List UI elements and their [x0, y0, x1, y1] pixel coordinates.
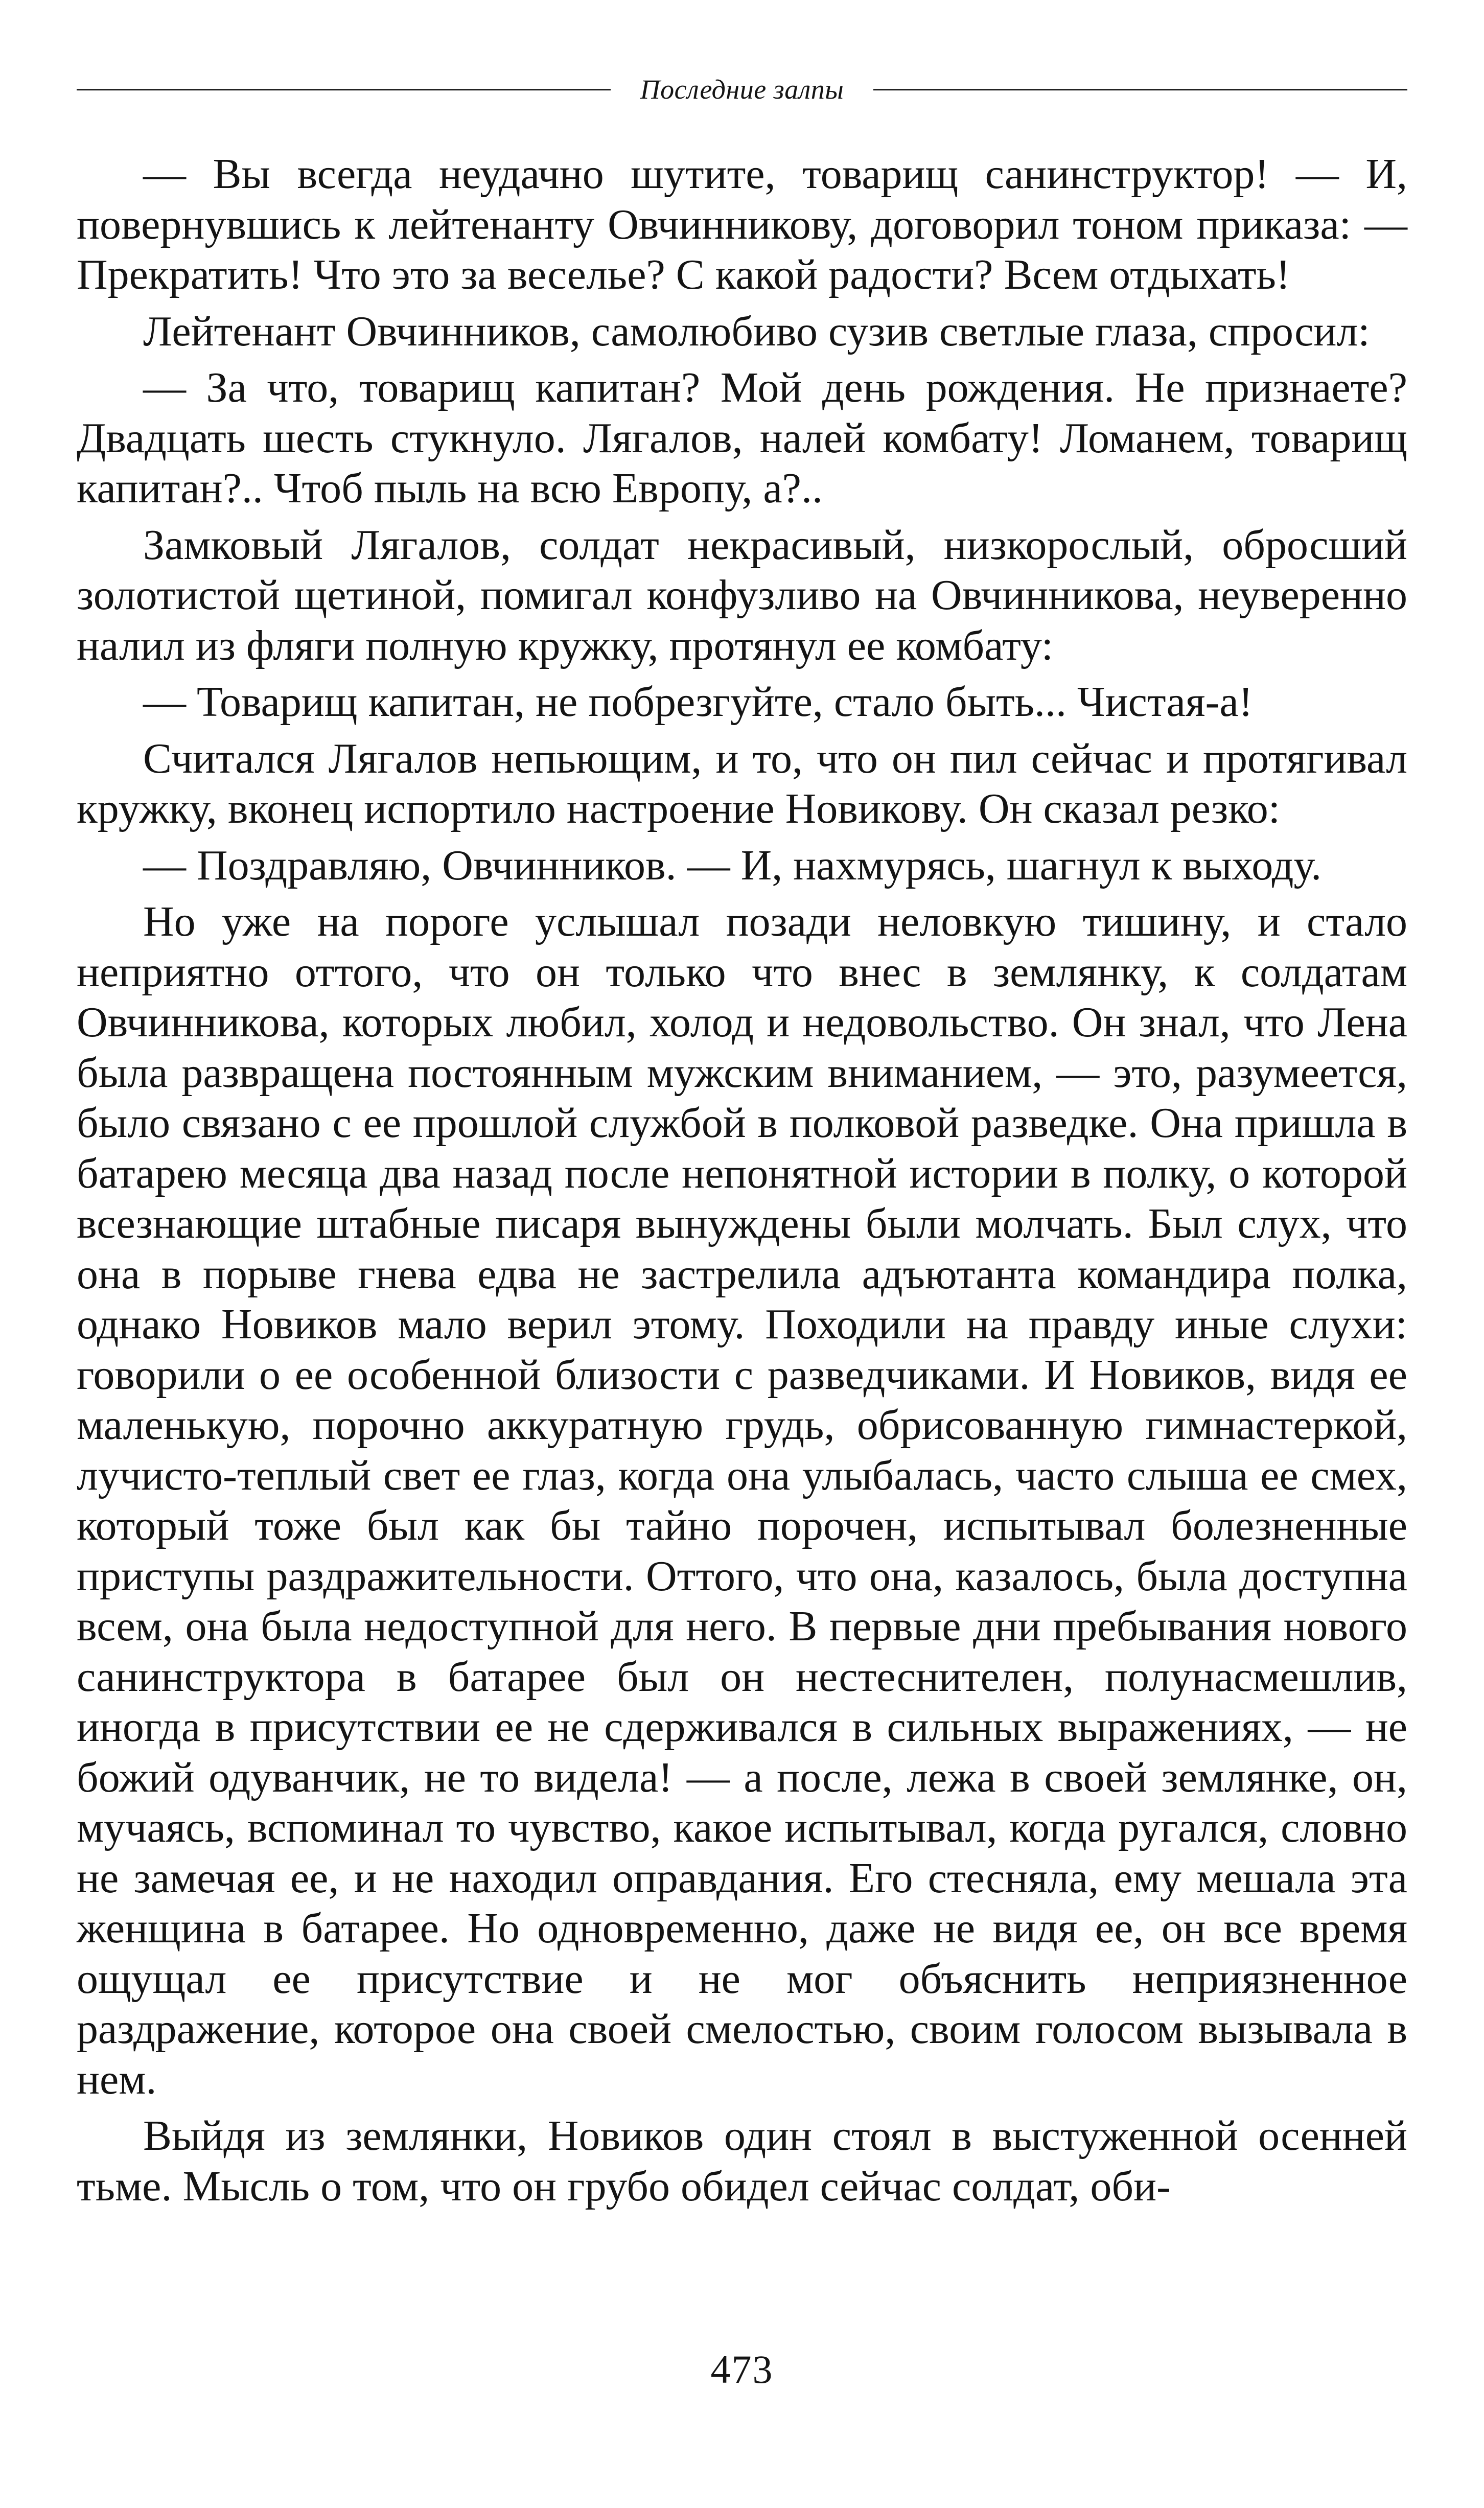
- running-head-rule-left: [77, 89, 611, 90]
- running-head-title: Последние залпы: [640, 74, 844, 105]
- paragraph: Считался Лягалов непьющим, и то, что он пил сейчас и протягивал кружку, вконец испортило настроение Новикову. Он сказал резко:: [77, 734, 1407, 832]
- paragraph: — Вы всегда неудачно шутите, товарищ санинструктор! — И, повернувшись к лейтенанту Овчинникову, договорил тоном приказа: — Прекратить! Что это за веселье? С какой радости? Всем отдыхать!: [77, 150, 1407, 298]
- paragraph: — За что, товарищ капитан? Мой день рождения. Не признаете? Двадцать шесть стукнуло. Лягалов, налей комбату! Ломанем, товарищ капитан?.. Чтоб пыль на всю Европу, а?..: [77, 364, 1407, 512]
- body-text: [77, 149, 1407, 2218]
- running-head: [77, 72, 1407, 107]
- paragraph: Но уже на пороге услышал позади неловкую тишину, и стало неприятно оттого, что он только что внес в землянку, к солдатам Овчинникова, которых любил, холод и недовольство. Он знал, что Лена была развращена постоянным мужским вниманием, — это, разумеется, было связано с ее прошлой службой в полковой разведке. Она пришла в батарею месяца два назад после непонятной истории в полку, о которой всезнающие штабные писаря вынуждены были молчать. Был слух, что она в порыве гнева едва не застрелила адъютанта командира полка, однако Новиков мало верил этому. Походили на правду иные слухи: говорили о ее особенной близости с разведчиками. И Новиков, видя ее маленькую, порочно аккуратную грудь, обрисованную гимнастеркой, лучисто-теплый свет ее глаз, когда она улыбалась, часто слыша ее смех, который тоже был как бы тайно порочен, испытывал болезненные приступы раздражительности. Оттого, что она, казалось, была доступна всем, она была недоступной для него. В первые дни пребывания нового санинструктора в батарее был он нестеснителен, полунасмешлив, иногда в присутствии ее не сдерживался в сильных выражениях, — не божий одуванчик, не то видела! — а после, лежа в своей землянке, он, мучаясь, вспоминал то чувство, какое испытывал, когда ругался, словно не замечая ее, и не находил оправдания. Его стесняла, ему мешала эта женщина в батарее. Но одновременно, даже не видя ее, он все время ощущал ее присутствие и не мог объяснить неприязненное раздражение, которое она своей смелостью, своим голосом вызывала в нем.: [77, 898, 1407, 2103]
- paragraph: — Поздравляю, Овчинников. — И, нахмурясь, шагнул к выходу.: [143, 841, 1322, 889]
- paragraph: Замковый Лягалов, солдат некрасивый, низкорослый, обросший золотистой щетиной, помигал конфузливо на Овчинникова, неуверенно налил из фляги полную кружку, протянул ее комбату:: [77, 521, 1407, 669]
- paragraph: Выйдя из землянки, Новиков один стоял в выстуженной осенней тьме. Мысль о том, что он грубо обидел сейчас солдат, оби-: [77, 2112, 1407, 2210]
- running-head-rule-right: [873, 89, 1407, 90]
- page-number: 473: [710, 2347, 774, 2391]
- book-page: [77, 0, 1407, 2508]
- paragraph: — Товарищ капитан, не побрезгуйте, стало быть... Чистая-а!: [143, 678, 1253, 726]
- paragraph: Лейтенант Овчинников, самолюбиво сузив светлые глаза, спросил:: [143, 307, 1370, 355]
